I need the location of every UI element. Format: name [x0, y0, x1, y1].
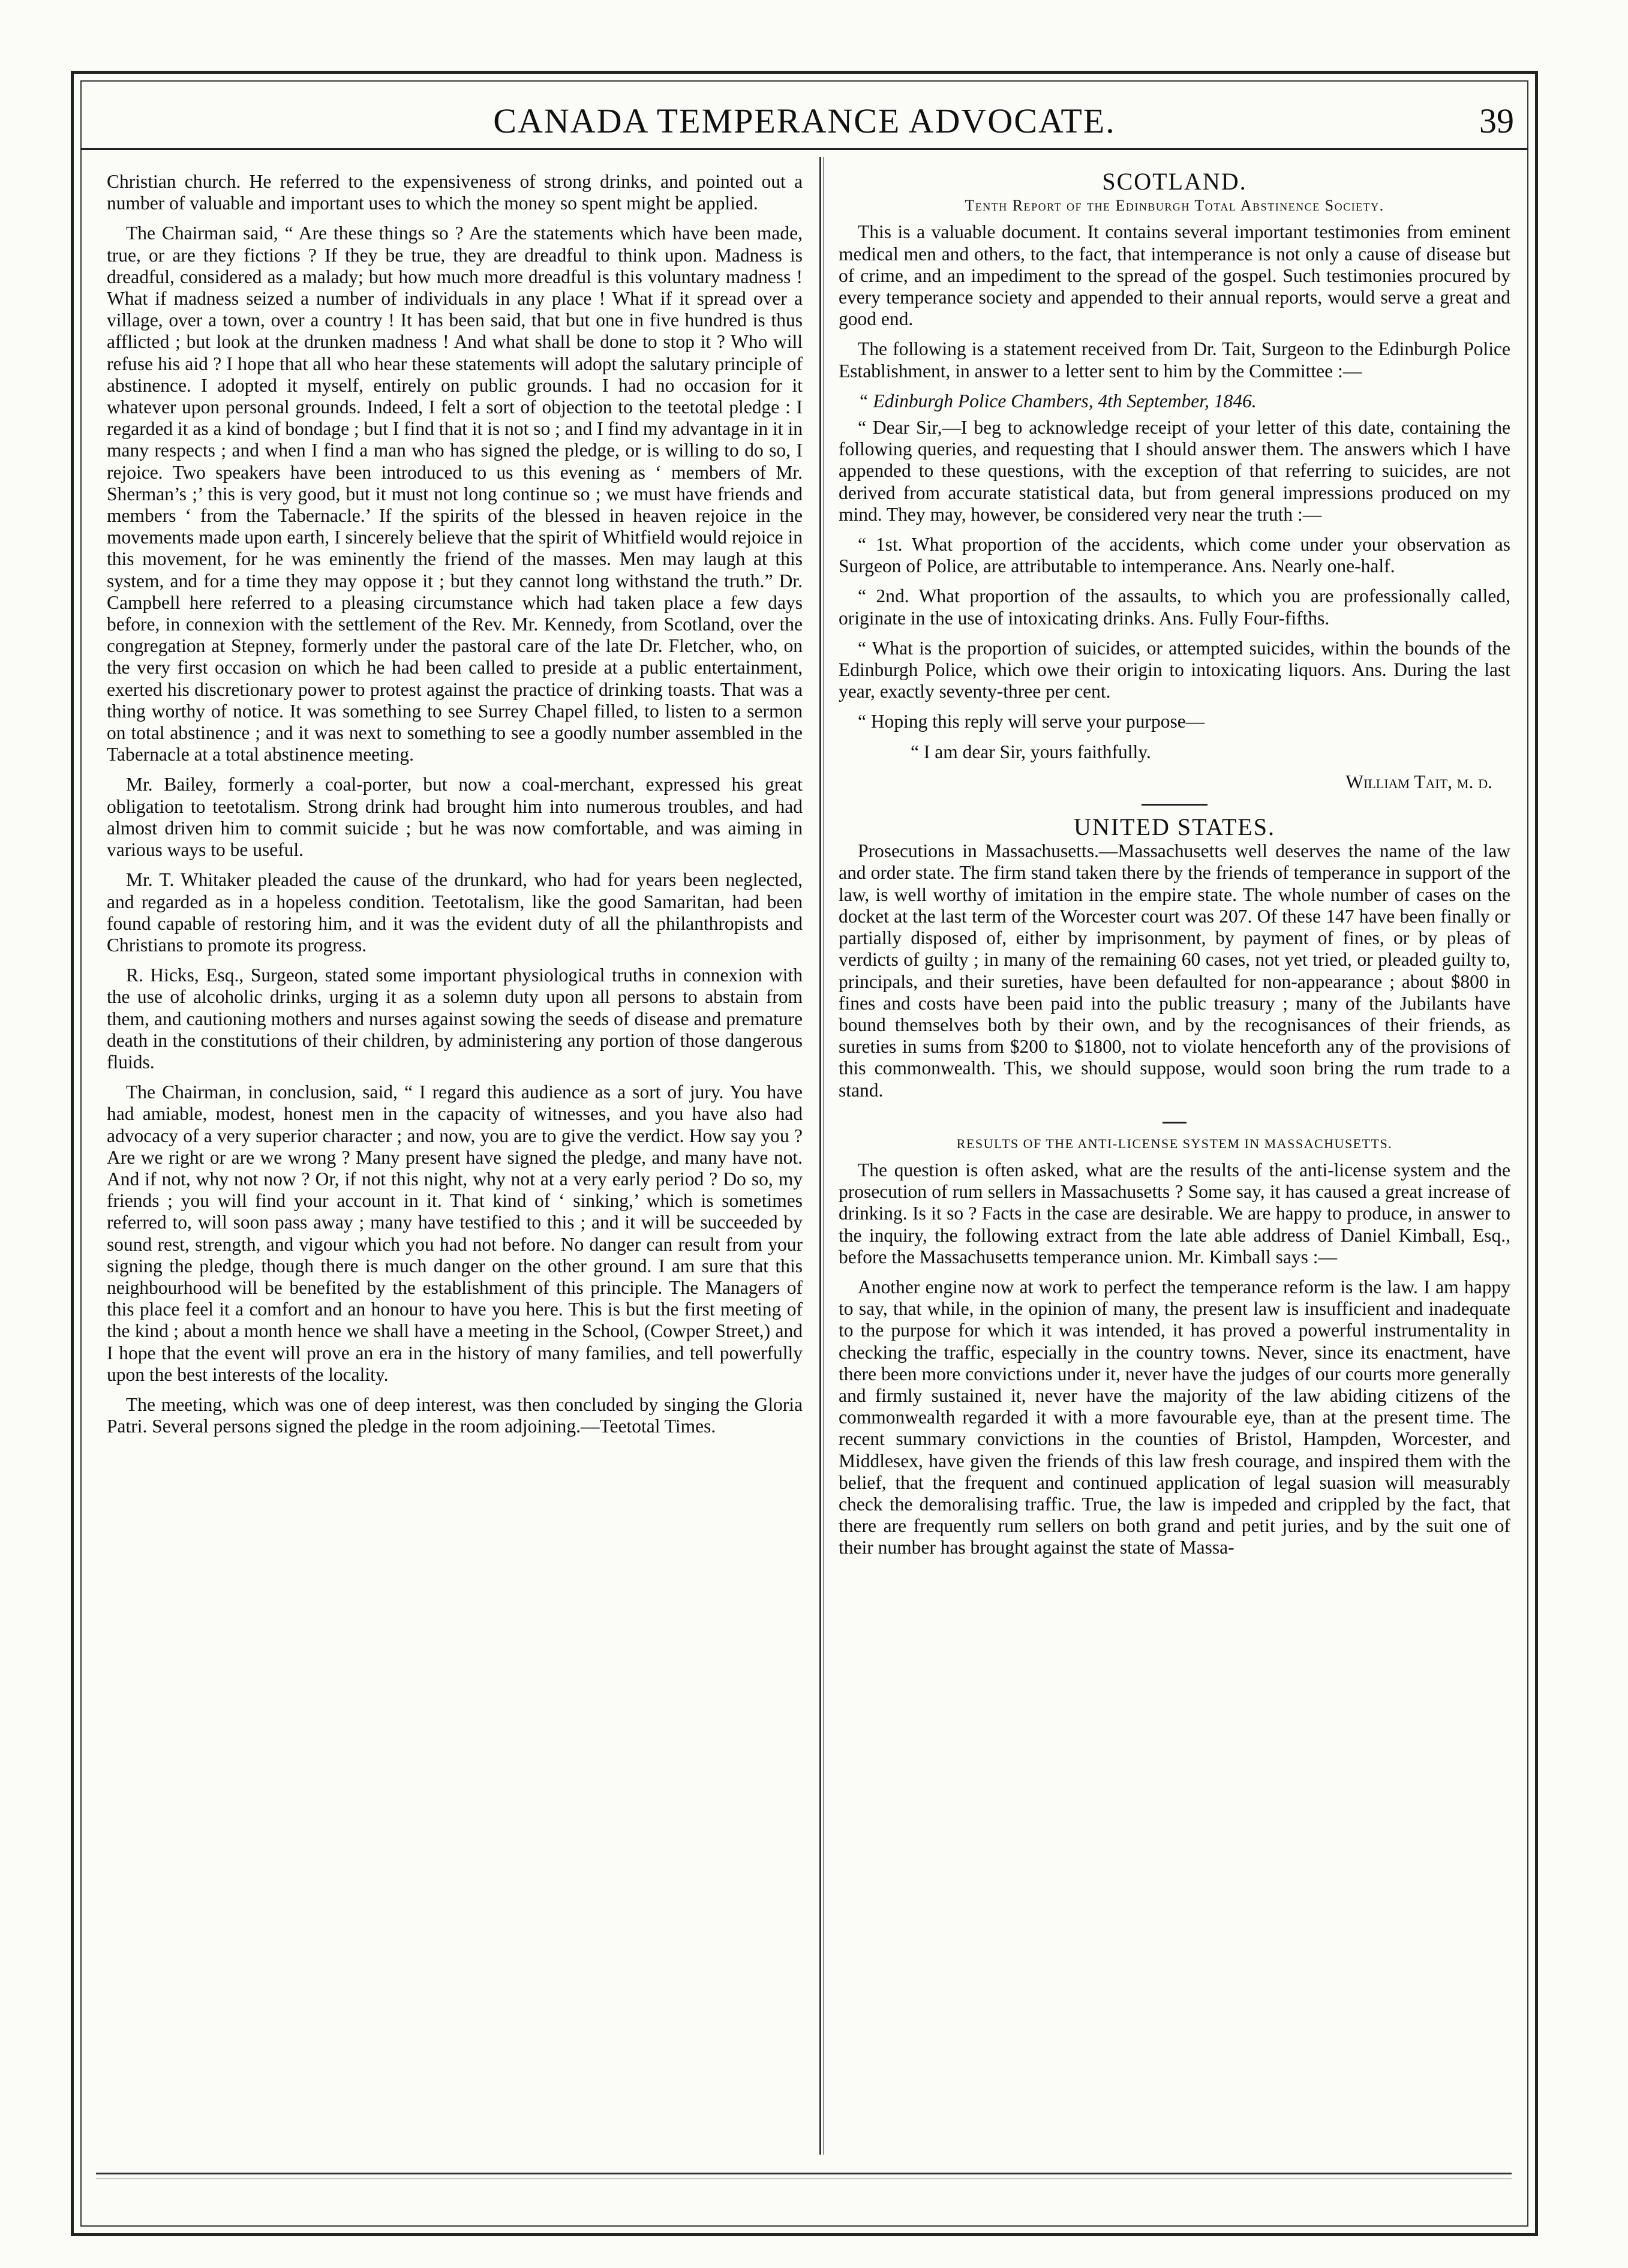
- letter-paragraph: “ 1st. What proportion of the accidents, which come under your observation as Surgeon of Police, are attributable to intemperance. Ans. Nearly one-half.: [839, 534, 1510, 577]
- left-column: [107, 171, 803, 1446]
- article-paragraph: The meeting, which was one of deep interest, was then concluded by singing the Gloria Patri. Several persons signed the pledge in the room adjoining.—Teetotal Times.: [107, 1393, 803, 1437]
- article-paragraph: Christian church. He referred to the expensiveness of strong drinks, and pointed out a number of valuable and important uses to which the money so spent might be applied.: [107, 171, 803, 214]
- section-heading-united-states: UNITED STATES.: [1074, 813, 1275, 841]
- letter-signature: William Tait, m. d.: [1345, 771, 1492, 792]
- section-heading-results: RESULTS OF THE ANTI-LICENSE SYSTEM IN MASSACHUSETTS.: [956, 1135, 1393, 1151]
- section-subheading: Tenth Report of the Edinburgh Total Abstinence Society.: [965, 197, 1384, 215]
- section-heading-scotland: SCOTLAND.: [1102, 168, 1247, 195]
- letter-paragraph: “ 2nd. What proportion of the assaults, to which you are professionally called, originate in the use of intoxicating drinks. Ans. Fully Four-fifths.: [839, 585, 1510, 629]
- article-paragraph: The following is a statement received from Dr. Tait, Surgeon to the Edinburgh Police Establishment, in answer to a letter sent to him by the Committee :—: [839, 338, 1510, 381]
- article-paragraph: The Chairman said, “ Are these things so ? Are the statements which have been made, true, or are they fictions ? If they be true, they are dreadful to think upon. Madness is dreadful, considered as a malady; but how much more dreadful is this voluntary madness ! What if madness seized a number of individuals in any place ! What if it spread over a village, over a town, over a country ! It has been said, that but one in five hundred is thus afflicted ; but look at the drunken madness ! And what shall be done to stop it ? Who will refuse his aid ? I hope that all who hear these statements will adopt the salutary principle of abstinence. I adopted it myself, entirely on public grounds. I had no occasion for it whatever upon personal grounds. Indeed, I felt a sort of objection to the teetotal pledge : I regarded it as a kind of bondage ; but I find that it is not so ; and I find my advantage in it in many respects ; and when I find a man who has signed the pledge, or is willing to do so, I rejoice. Two speakers have been introduced to us this evening as ‘ members of Mr. Sherman’s ;’ this is very good, but it must not long continue so ; we must have friends and members ‘ from the Tabernacle.’ If the spirits of the blessed in heaven rejoice in the movements made upon earth, I sincerely believe that the spirit of Whitfield would rejoice in this movement, for he was eminently the friend of the masses. Men may laugh at this system, and for a time they may oppose it ; but they cannot long withstand the truth.” Dr. Campbell here referred to a pleasing circumstance which had taken place a few days before, in connexion with the settlement of the Rev. Mr. Kennedy, from Scotland, over the congregation at Stepney, formerly under the pastoral care of the late Dr. Fletcher, who, on the very first occasion on which he had been called to preside at a public entertainment, exerted his discretionary power to protest against the practice of drinking toasts. That was a thing worthy of notice. It was something to see Surrey Chapel filled, to listen to a sermon on total abstinence ; and it was next to something to see a goodly number assembled in the Tabernacle at a total abstinence meeting.: [107, 223, 803, 765]
- letter-closing: “ I am dear Sir, yours faithfully.: [911, 741, 1151, 762]
- article-paragraph: Mr. T. Whitaker pleaded the cause of the drunkard, who had for years been neglected, and regarded as in a hopeless condition. Teetotalism, like the good Samaritan, had been found capable of restoring him, and it was the evident duty of all the philanthropists and Christians to promote its progress.: [107, 869, 803, 956]
- letter-paragraph: “ What is the proportion of suicides, or attempted suicides, within the bounds of the Edinburgh Police, which owe their origin to intoxicating liquors. Ans. During the last year, exactly seventy-three per cent.: [839, 637, 1510, 702]
- right-column: [839, 168, 1510, 1567]
- page-number: 39: [1479, 101, 1514, 140]
- letter-paragraph: “ Dear Sir,—I beg to acknowledge receipt of your letter of this date, containing the following queries, and requesting that I should answer them. The answers which I have appended to these questions, with the exception of that referring to suicides, are not derived from accurate statistical data, but from general impressions produced on my mind. They may, however, be considered very near the truth :—: [839, 417, 1510, 525]
- letter-dateline: “ Edinburgh Police Chambers, 4th September, 1846.: [858, 390, 1257, 411]
- section-separator: [1163, 1122, 1187, 1124]
- article-paragraph: The Chairman, in conclusion, said, “ I regard this audience as a sort of jury. You have had amiable, modest, honest men in the capacity of witnesses, and you have also had advocacy of a very superior character ; and now, you are to give the verdict. How say you ? Are we right or are we wrong ? Many present have signed the pledge, and many have not. And if not, why not now ? Or, if not this night, why not at a very early period ? Do so, my friends ; you will find your account in it. That kind of ‘ sinking,’ which is sometimes referred to, will soon pass away ; many have testified to this ; and it will be succeeded by sound rest, strength, and vigour which you had not before. No danger can result from your signing the pledge, though there is much danger on the other ground. I am sure that this neighbourhood will be benefited by the establishment of this principle. The Managers of this place feel it a comfort and an honour to have you here. This is but the first meeting of the kind ; about a month hence we shall have a meeting in the School, (Cowper Street,) and I hope that the event will prove an era in the history of many families, and tell powerfully upon the best interests of the locality.: [107, 1082, 803, 1385]
- article-paragraph: R. Hicks, Esq., Surgeon, stated some important physiological truths in connexion with the use of alcoholic drinks, urging it as a solemn duty upon all persons to abstain from them, and cautioning mothers and nurses against sowing the seeds of disease and premature death in the constitutions of their children, by administering any portion of those dangerous fluids.: [107, 965, 803, 1073]
- section-separator: [1142, 804, 1208, 806]
- article-paragraph: This is a valuable document. It contains several important testimonies from eminent medical men and others, to the fact, that intemperance is not only a cause of disease but of crime, and an impediment to the spread of the gospel. Such testimonies procured by every temperance society and appended to their annual reports, would serve a great and good end.: [839, 221, 1510, 330]
- article-paragraph: Prosecutions in Massachusetts.—Massachusetts well deserves the name of the law and order state. The firm stand taken there by the friends of temperance in support of the law, is well worthy of imitation in the empire state. The whole number of cases on the docket at the last term of the Worcester court was 207. Of these 147 have been finally or partially disposed of, either by imprisonment, by payment of fines, or by pleas of verdicts of guilty ; in many of the remaining 60 cases, not yet tried, or pleaded guilty to, principals, and their sureties, have been defaulted for non-appearance ; about $800 in fines and costs have been paid into the public treasury ; many of the Jubilants have bound themselves both by their own, and by the recognisances of their friends, as sureties in sums from $200 to $1800, not to violate henceforth any of the provisions of this commonwealth. This, we should suppose, would soon bring the rum trade to a stand.: [839, 840, 1510, 1101]
- column-divider-thin: [823, 157, 824, 2155]
- article-paragraph: Mr. Bailey, formerly a coal-porter, but now a coal-merchant, expressed his great obligation to teetotalism. Strong drink had brought him into numerous troubles, and had almost driven him to commit suicide ; but he was now comfortable, and was aiming in various ways to be useful.: [107, 774, 803, 861]
- article-paragraph: The question is often asked, what are the results of the anti-license system and the prosecution of rum sellers in Massachusetts ? Some say, it has caused a great increase of drinking. Is it so ? Facts in the case are desirable. We are happy to produce, in answer to the inquiry, the following extract from the late able address of Daniel Kimball, Esq., before the Massachusetts temperance union. Mr. Kimball says :—: [839, 1159, 1510, 1267]
- letter-paragraph: “ Hoping this reply will serve your purpose—: [858, 711, 1205, 732]
- header-rule: [80, 148, 1528, 150]
- footer-rule: [96, 2173, 1512, 2174]
- running-title: CANADA TEMPERANCE ADVOCATE.: [493, 101, 1116, 140]
- column-divider: [819, 157, 821, 2155]
- article-paragraph: Another engine now at work to perfect the temperance reform is the law. I am happy to say, that while, in the opinion of many, the present law is insufficient and inadequate to the purpose for which it was intended, it has proved a powerful instrumentality in checking the traffic, especially in the country towns. Never, since its enactment, have there been more convictions under it, never have the judges of our courts more generally and firmly sustained it, never have the majority of the law abiding citizens of the commonwealth regarded it with a more favourable eye, than at the present time. The recent summary convictions in the counties of Bristol, Hampden, Worcester, and Middlesex, have given the friends of this law fresh courage, and inspired them with the belief, that the frequent and continued application of legal suasion will measurably check the demoralising traffic. True, the law is impeded and crippled by the fact, that there are frequently rum sellers on both grand and petit juries, and by the suit one of their number has brought against the state of Massa-: [839, 1276, 1510, 1558]
